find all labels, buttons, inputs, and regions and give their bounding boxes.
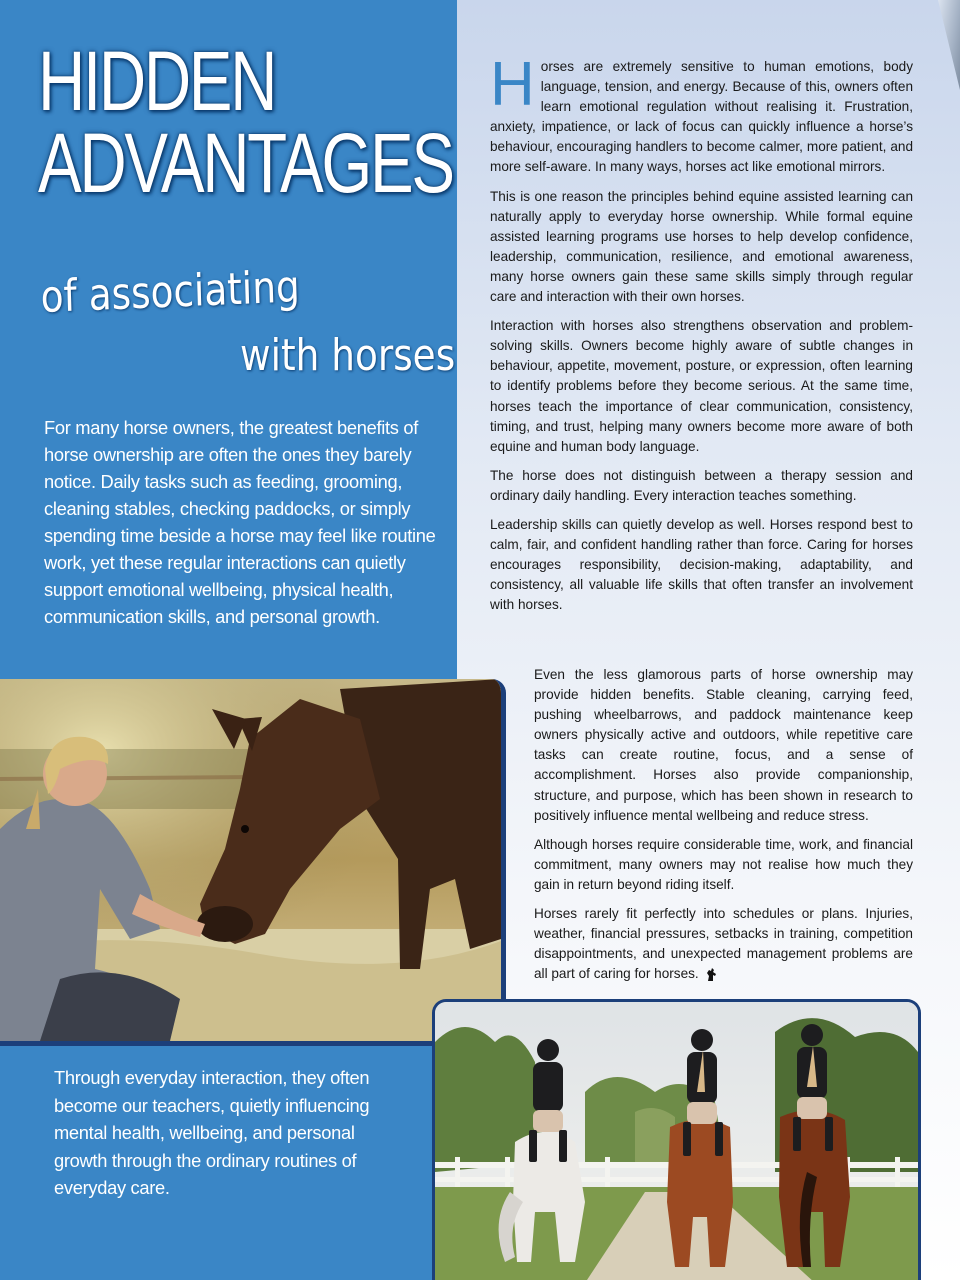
headline-line-1: HIDDEN xyxy=(38,34,276,128)
paragraph-text: Horses rarely fit perfectly into schedules or plans. Injuries, weather, financial pressures, setbacks in training, competition disappointments, and unexpected management problems are all part of caring for horses. xyxy=(534,906,913,982)
body-paragraph: Interaction with horses also strengthens observation and problem-solving skills. Owners become highly aware of subtle changes in behaviour, appetite, movement, posture, or expression, often learning to identify problems before they become serious. At the same time, horses teach the importance of clear communication, consistency, timing, and trust, helping many owners become more aware of both equine and human body language. xyxy=(490,318,913,454)
photo-woman-horse-image xyxy=(0,679,501,1041)
photo-woman-feeding-horse xyxy=(0,679,506,1046)
photo-riders-image xyxy=(435,1002,918,1280)
paragraph-text: orses are extremely sensitive to human emotions, body language, tension, and energy. Because of this, owners often learn emotional regulation without realising it. Frustration, anxiety, impatience, or lack of focus can quickly influence a horse’s behaviour, encouraging handlers to become calmer, more patient, and more self-aware. In many ways, horses act like emotional mirrors. xyxy=(490,59,913,175)
body-column-top xyxy=(490,50,913,624)
body-paragraph: The horse does not distinguish between a therapy session and ordinary daily handling. Every interaction teaches something. xyxy=(490,467,913,503)
body-paragraph xyxy=(490,50,913,178)
body-paragraph xyxy=(534,904,913,984)
body-column-bottom xyxy=(534,665,913,993)
intro-paragraph: For many horse owners, the greatest benefits of horse ownership are often the ones they barely notice. Daily tasks such as feeding, grooming, cleaning stables, checking paddocks, or simply spending time beside a horse may feel like routine work, yet these regular interactions can quietly support emotional wellbeing, physical health, communication skills, and personal growth. xyxy=(44,417,436,627)
headline-line-2: ADVANTAGES xyxy=(38,116,453,210)
body-paragraph: Leadership skills can quietly develop as well. Horses respond best to calm, fair, and confident handling rather than force. Caring for horses encourages responsibility, decision-making, adaptability, and consistency, all valuable life skills that often transfer an involvement with horses. xyxy=(490,516,913,613)
body-paragraph: Even the less glamorous parts of horse ownership may provide hidden benefits. Stable cleaning, carrying feed, pushing wheelbarrows, and paddock maintenance keep owners physically active and outdoors, while repetitive care tasks can create routine, focus, and a sense of accomplishment. Horses also provide companionship, structure, and purpose, which has been shown in research to positively influence mental wellbeing and reduce stress. xyxy=(534,667,913,823)
body-paragraph: Although horses require considerable time, work, and financial commitment, many owners may not realise how much they gain in return beyond riding itself. xyxy=(534,836,913,892)
photo-three-riders xyxy=(432,999,921,1280)
drop-cap: H xyxy=(490,50,535,119)
outro-paragraph: Through everyday interaction, they often become our teachers, quietly influencing mental health, wellbeing, and personal growth through the ordinary routines of everyday care. xyxy=(54,1067,370,1198)
subheadline-line-1: of associating xyxy=(40,261,301,323)
horse-end-mark-icon xyxy=(705,967,717,981)
subheadline-line-2: with horses xyxy=(240,330,456,381)
body-paragraph: This is one reason the principles behind equine assisted learning can naturally apply to everyday horse ownership. While formal equine assisted learning programs use horses to help develop confidence, leadership, communication, resilience, and emotional awareness, many horse owners gain these same skills simply through regular care and interaction with their own horses. xyxy=(490,188,913,305)
headline xyxy=(38,34,453,210)
